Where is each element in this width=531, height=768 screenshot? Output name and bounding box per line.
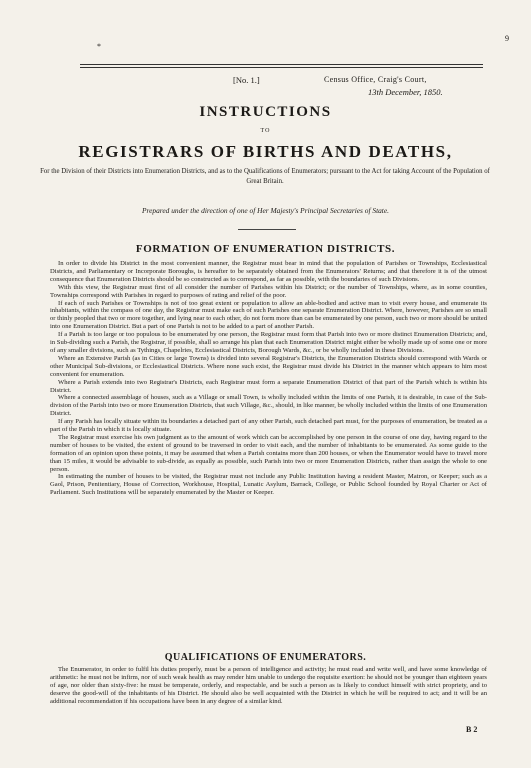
title-to: TO [260,128,271,134]
section-body-qualifications [50,666,487,706]
paragraph: Where a Parish extends into two Registrar's Districts, each Registrar must form a separate Enumeration District of that part of the Parish which is within his District. [50,378,487,394]
paragraph: Where an Extensive Parish (as in Cities or large Towns) is divided into several Registrar's Districts, the Enumeration Districts should correspond with Wards or other Municipal Sub-divisions, or Ecclesiastical Districts. Where none such exist, the Registrar must divide his District in the manner which appears to him most convenient for enumeration. [50,354,487,378]
paragraph: The Enumerator, in order to fulfil his duties properly, must be a person of intelligence and activity; he must read and write well, and have some knowledge of arithmetic: he must not be infirm, nor of such weak health as may render him unable to undergo the requisite exertion: he should not be younger than eighteen years of age, nor older than sixty-five: he must be temperate, orderly, and respectable, and be such a person as is likely to conduct himself with strict propriety, and to deserve the good-will of the inhabitants of his District. He should also be well acquainted with the District in which he will be required to act; and it will be an additional recommendation if his occupations have been in any degree of a similar kind. [50,666,487,705]
corner-mark: * [97,42,101,51]
issue-number: [No. 1.] [233,75,260,85]
page-number: 9 [505,34,509,43]
top-rule-double [80,67,483,68]
paragraph: If each of such Parishes or Townships is not of too great extent or population to allow an able-bodied and active man to visit every house, and enumerate its inhabitants, within the compass of one day, the Registrar must make each of such Parishes one separate Enumeration District. Where, however, Parishes are so small or thinly peopled that two or more together, and lying near to each other, do not form more than can be enumerated by one person, such two or more should be united into one Enumeration District. But a part of one Parish is not to be added to a part of another Parish. [50,299,487,331]
issue-date: 13th December, 1850. [368,87,443,97]
title-instructions: INSTRUCTIONS [199,104,332,120]
paragraph: With this view, the Registrar must first of all consider the number of Parishes within his District; or the number of Townships, where, as in some counties, Townships correspond with Parishes in regard to purposes of rating and relief of the poor. [50,283,487,299]
paragraph: The Registrar must exercise his own judgment as to the amount of work which can be accomplished by one person in the course of one day, having regard to the number of houses to be visited, the extent of ground to be traversed in order to visit each, and the number of inhabitants to be enumerated. As some guide to the formation of an opinion upon these points, it may be assumed that when a Parish contains more than 200 houses, or when the Enumerator would have to travel more than 15 miles, it would be advisable to sub-divide, as equally as possible, such Parish into two or more Enumeration Districts, rather than assign the whole to one person. [50,433,487,473]
section-title-formation: FORMATION OF ENUMERATION DISTRICTS. [135,243,396,255]
section-title-qualifications: QUALIFICATIONS OF ENUMERATORS. [164,652,367,663]
prepared-note: Prepared under the direction of one of Her Majesty's Principal Secretaries of State. [142,206,389,215]
paragraph: In estimating the number of houses to be visited, the Registrar must not include any Public Institution having a resident Master, Matron, or Keeper; such as a Gaol, Prison, Penitentiary, House of Correction, Workhouse, Hospital, Lunatic Asylum, Barrack, College, or Public School founded by Royal Charter or Act of Parliament. Such Institutions will be separately enumerated by the Master or Keeper. [50,473,487,497]
office-address: Census Office, Craig's Court, [324,75,427,84]
paragraph: In order to divide his District in the most convenient manner, the Registrar must bear in mind that the population of Parishes or Townships, Ecclesiastical Districts, and Parliamentary or Incorporate Boroughs, is hereafter to be separately obtained from the Enumerators' Returns; and that therefore it is of the utmost consequence that Enumeration Districts should be so constructed as to correspond, as far as possible, with the boundaries of such Divisions. [50,260,487,283]
paragraph: If a Parish is too large or too populous to be enumerated by one person, the Registrar must form that Parish into two or more distinct Enumeration Districts; and, in Sub-dividing such a Parish, the Registrar, if possible, shall so arrange his plan that each Enumeration District might either be wholly made up of some one or more of any smaller divisions, such as Tythings, Chapelries, Ecclesiastical Districts, Borough Wards, &c., or be wholly included in these Divisions. [50,331,487,354]
subtitle: For the Division of their Districts into Enumeration Districts, and as to the Qualifications of Enumerators; pursuant to the Act for taking Account of the Population of Great Britain. [40,168,490,185]
title-registrars: REGISTRARS OF BIRTHS AND DEATHS, [78,142,453,161]
section-body-formation [50,260,487,497]
section-separator [238,229,296,230]
top-rule [80,64,483,65]
paragraph: If any Parish has locally situate within its boundaries a detached part of any other Parish, such detached part must, for the purposes of enumeration, be treated as a part of the Parish in which it is locally situate. [50,418,487,434]
paragraph: Where a connected assemblage of houses, such as a Village or small Town, is wholly included within the limits of one Parish, it is desirable, in case of the Sub-division of the Parish into two or more Enumeration Districts, that such Village, &c., should, in like manner, be wholly included within the limits of one Enumeration District. [50,394,487,418]
signature-mark: B 2 [466,725,478,734]
